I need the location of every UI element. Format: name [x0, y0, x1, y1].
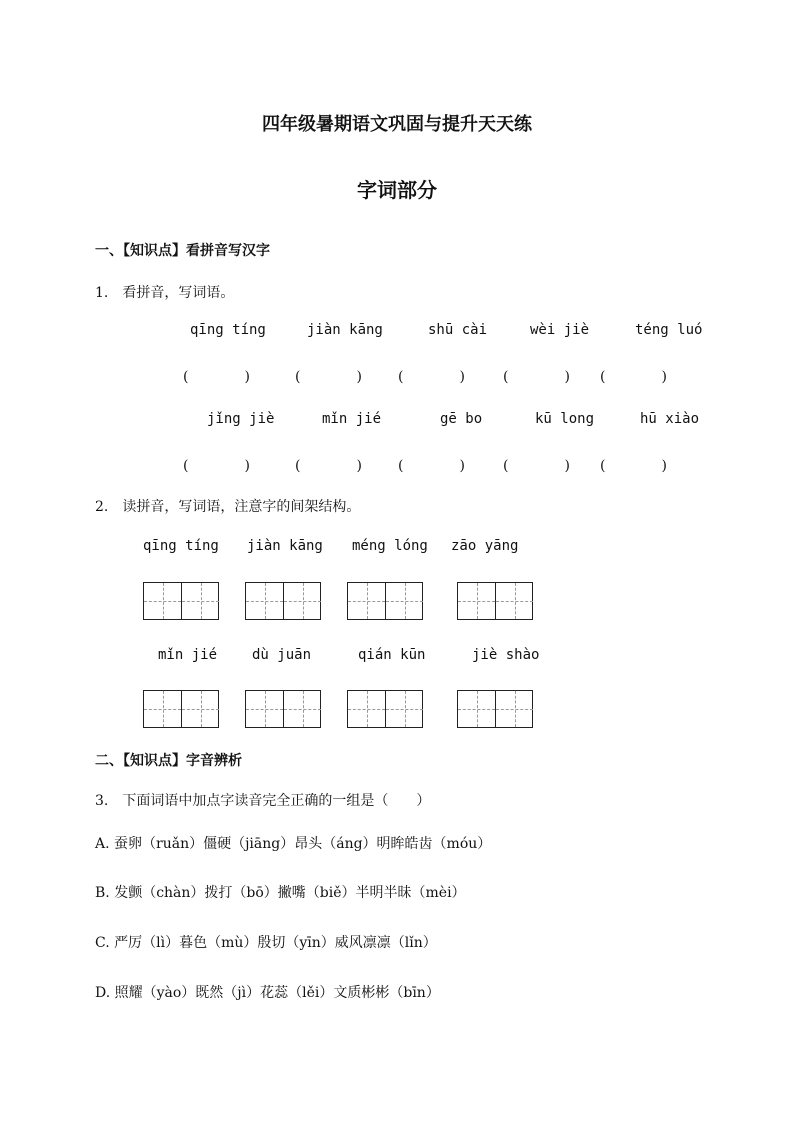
- writing-grid[interactable]: [347, 690, 423, 728]
- answer-bracket[interactable]: ( ): [600, 369, 667, 385]
- answer-bracket[interactable]: ( ): [295, 458, 362, 474]
- pinyin-q2-r1-2: jiàn kāng: [247, 538, 323, 554]
- answer-bracket[interactable]: ( ): [295, 369, 362, 385]
- option-c[interactable]: C. 严厉（lì）暮色（mù）殷切（yīn）威风凛凛（lǐn）: [95, 935, 437, 951]
- pinyin-q1-r2-4: kū long: [535, 411, 595, 427]
- pinyin-q1-r1-3: shū cài: [428, 322, 488, 338]
- writing-grid[interactable]: [143, 690, 219, 728]
- grid-cell[interactable]: [181, 691, 219, 727]
- pinyin-q1-r2-1: jǐng jiè: [207, 411, 275, 427]
- grid-cell[interactable]: [458, 691, 495, 727]
- pinyin-q1-r2-3: gē bo: [440, 411, 483, 427]
- answer-bracket[interactable]: ( ): [503, 458, 570, 474]
- grid-cell[interactable]: [144, 583, 181, 619]
- section-heading-1: 一、【知识点】看拼音写汉字: [95, 243, 270, 259]
- grid-cell[interactable]: [246, 583, 283, 619]
- grid-cell[interactable]: [283, 583, 321, 619]
- pinyin-q1-r2-5: hū xiào: [640, 411, 700, 427]
- pinyin-q2-r1-1: qīng tíng: [143, 538, 219, 554]
- pinyin-q1-r2-2: mǐn jié: [322, 411, 382, 427]
- page-title: 四年级暑期语文巩固与提升天天练: [262, 114, 532, 135]
- grid-cell[interactable]: [283, 691, 321, 727]
- pinyin-q2-r2-1: mǐn jié: [158, 647, 218, 663]
- answer-bracket[interactable]: ( ): [600, 458, 667, 474]
- option-b[interactable]: B. 发颤（chàn）拨打（bō）撇嘴（biě）半明半昧（mèi）: [95, 885, 466, 901]
- grid-cell[interactable]: [348, 691, 385, 727]
- answer-bracket[interactable]: ( ): [183, 458, 250, 474]
- grid-cell[interactable]: [181, 583, 219, 619]
- writing-grid[interactable]: [457, 582, 533, 620]
- grid-cell[interactable]: [458, 583, 495, 619]
- answer-bracket[interactable]: ( ): [183, 369, 250, 385]
- answer-bracket[interactable]: ( ): [398, 458, 465, 474]
- section-heading-2: 二、【知识点】字音辨析: [95, 753, 242, 769]
- option-a[interactable]: A. 蚕卵（ruǎn）僵硬（jiāng）昂头（áng）明眸皓齿（móu）: [95, 836, 492, 852]
- writing-grid[interactable]: [457, 690, 533, 728]
- page-subtitle: 字词部分: [357, 178, 437, 202]
- writing-grid[interactable]: [143, 582, 219, 620]
- grid-cell[interactable]: [385, 583, 423, 619]
- writing-grid[interactable]: [347, 582, 423, 620]
- grid-cell[interactable]: [495, 691, 533, 727]
- question-1-text: 1. 看拼音，写词语。: [95, 285, 235, 301]
- grid-cell[interactable]: [348, 583, 385, 619]
- pinyin-q1-r1-1: qīng tíng: [190, 322, 266, 338]
- grid-cell[interactable]: [246, 691, 283, 727]
- answer-bracket[interactable]: ( ): [398, 369, 465, 385]
- pinyin-q2-r2-4: jiè shào: [472, 647, 540, 663]
- writing-grid[interactable]: [245, 690, 321, 728]
- pinyin-q2-r1-4: zāo yāng: [451, 538, 519, 554]
- question-2-text: 2. 读拼音，写词语，注意字的间架结构。: [95, 499, 361, 515]
- grid-cell[interactable]: [495, 583, 533, 619]
- writing-grid[interactable]: [245, 582, 321, 620]
- pinyin-q1-r1-4: wèi jiè: [530, 322, 590, 338]
- pinyin-q2-r2-2: dù juān: [252, 647, 312, 663]
- pinyin-q1-r1-2: jiàn kāng: [307, 322, 383, 338]
- pinyin-q1-r1-5: téng luó: [635, 322, 703, 338]
- answer-bracket[interactable]: ( ): [503, 369, 570, 385]
- grid-cell[interactable]: [144, 691, 181, 727]
- option-d[interactable]: D. 照耀（yào）既然（jì）花蕊（lěi）文质彬彬（bīn）: [95, 985, 440, 1001]
- grid-cell[interactable]: [385, 691, 423, 727]
- pinyin-q2-r1-3: méng lóng: [352, 538, 428, 554]
- pinyin-q2-r2-3: qián kūn: [358, 647, 426, 663]
- question-3-text: 3. 下面词语中加点字读音完全正确的一组是（ ）: [95, 793, 431, 809]
